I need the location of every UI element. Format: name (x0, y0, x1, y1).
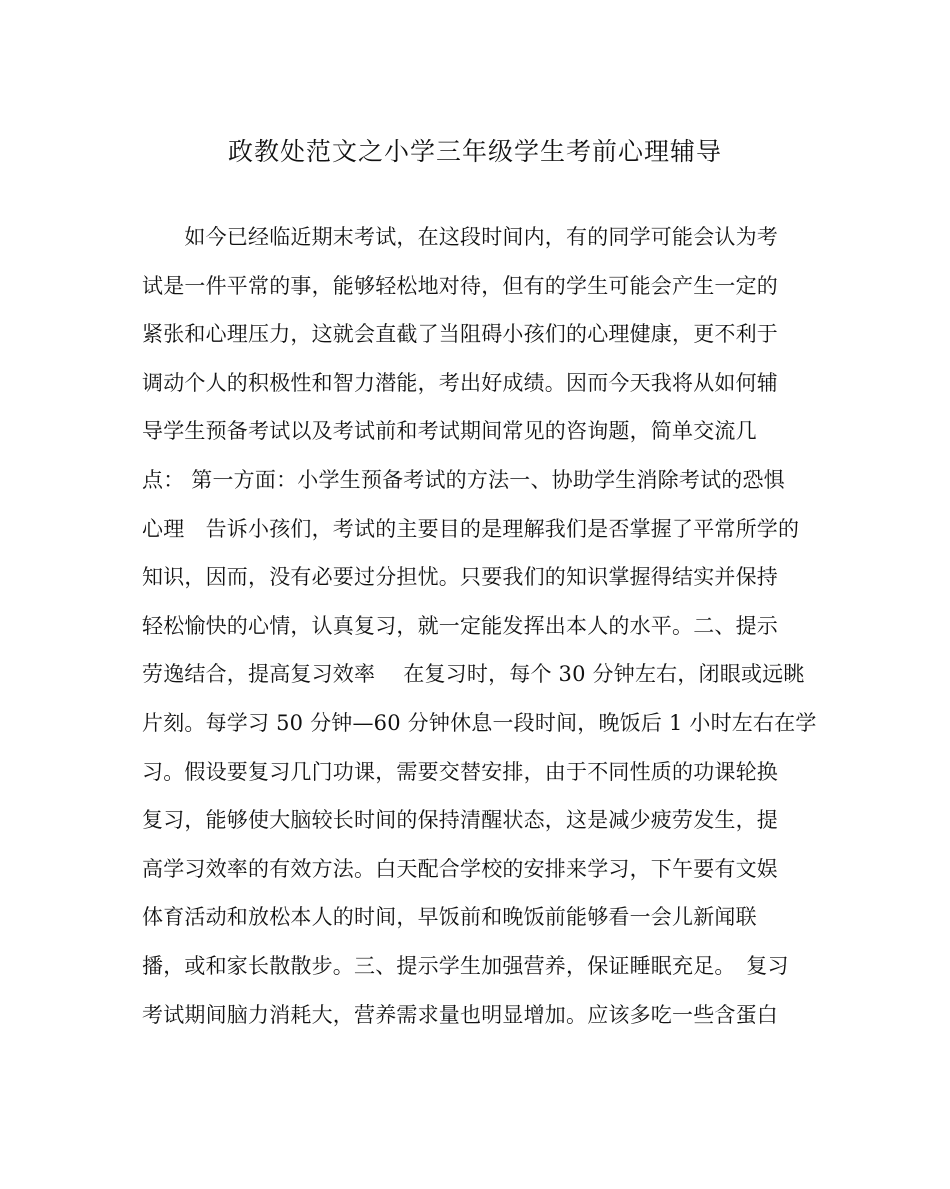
body-line: 体育活动和放松本人的时间，早饭前和晚饭前能够看一会儿新闻联 (142, 905, 757, 930)
body-line: 调动个人的积极性和智力潜能，考出好成绩。因而今天我将从如何辅 (142, 370, 778, 395)
body-line: 知识，因而，没有必要过分担忧。只要我们的知识掌握得结实并保持 (142, 565, 778, 590)
body-line: 考试期间脑力消耗大，营养需求量也明显增加。应该多吃一些含蛋白 (142, 1002, 778, 1027)
body-line: 复习，能够使大脑较长时间的保持清醒状态，这是减少疲劳发生，提 (142, 808, 778, 833)
body-line: 高学习效率的有效方法。白天配合学校的安排来学习，下午要有文娱 (142, 856, 778, 881)
body-line: 轻松愉快的心情，认真复习，就一定能发挥出本人的水平。二、提示 (142, 613, 778, 638)
document-body (142, 222, 822, 1048)
body-line: 播，或和家长散散步。三、提示学生加强营养，保证睡眠充足。 复习 (142, 953, 789, 978)
body-line: 点： 第一方面：小学生预备考试的方法一、协助学生消除考试的恐惧 (142, 467, 785, 492)
body-line: 习。假设要复习几门功课，需要交替安排，由于不同性质的功课轮换 (142, 759, 778, 784)
document-title: 政教处范文之小学三年级学生考前心理辅导 (227, 137, 722, 166)
body-line: 紧张和心理压力，这就会直截了当阻碍小孩们的心理健康，更不利于 (142, 322, 778, 347)
body-line: 试是一件平常的事，能够轻松地对待，但有的学生可能会产生一定的 (142, 273, 778, 298)
body-line: 片刻。每学习 50 分钟—60 分钟休息一段时间，晚饭后 1 小时左右在学 (142, 710, 817, 735)
body-line: 劳逸结合，提高复习效率 在复习时，每个 30 分钟左右，闭眼或远眺 (142, 662, 805, 687)
body-line: 如今已经临近期末考试，在这段时间内，有的同学可能会认为考 (142, 225, 778, 249)
body-line: 心理 告诉小孩们，考试的主要目的是理解我们是否掌握了平常所学的 (142, 516, 800, 541)
body-line: 导学生预备考试以及考试前和考试期间常见的咨询题，简单交流几 (142, 419, 757, 444)
